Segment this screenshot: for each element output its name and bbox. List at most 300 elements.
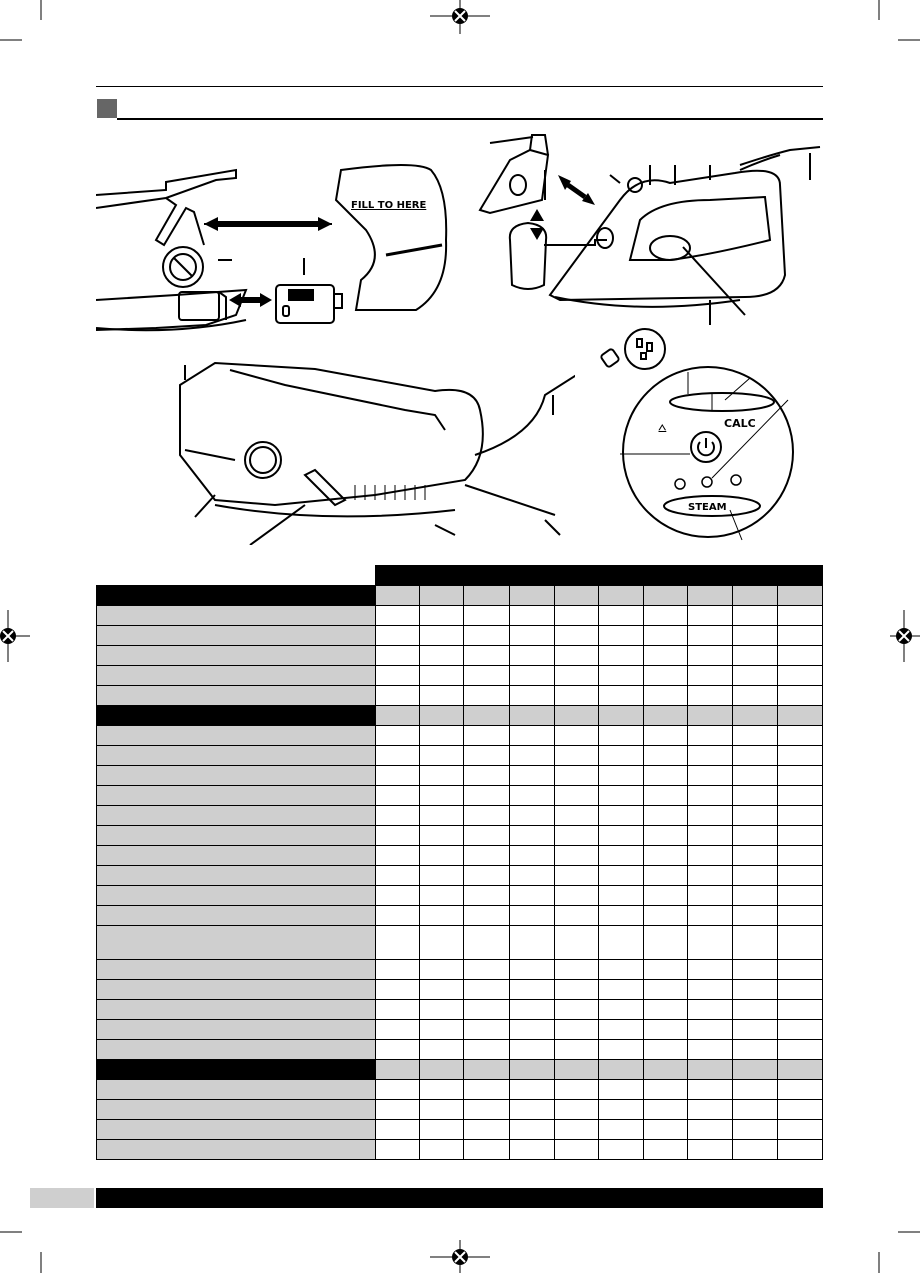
- table-cell: [732, 980, 777, 1000]
- table-cell: [420, 686, 464, 706]
- table-cell: [420, 1080, 464, 1100]
- table-cell: [598, 586, 643, 606]
- table-cell: [687, 980, 732, 1000]
- row-label: [97, 786, 376, 806]
- table-cell: [643, 686, 687, 706]
- row-label: [97, 626, 376, 646]
- table-cell: [464, 886, 509, 906]
- row-label: [97, 706, 376, 726]
- table-body: [97, 586, 823, 1160]
- table-cell: [509, 1100, 554, 1120]
- table-cell: [643, 1100, 687, 1120]
- table-cell: [643, 926, 687, 960]
- table-cell: [464, 726, 509, 746]
- table-cell: [777, 1100, 822, 1120]
- table-cell: [420, 1140, 464, 1160]
- table-cell: [420, 960, 464, 980]
- table-cell: [687, 766, 732, 786]
- table-cell: [376, 846, 420, 866]
- table-row: [97, 886, 823, 906]
- table-cell: [732, 1060, 777, 1080]
- table-cell: [376, 1100, 420, 1120]
- table-cell: [420, 1060, 464, 1080]
- table-cell: [509, 1120, 554, 1140]
- table-cell: [464, 786, 509, 806]
- table-cell: [554, 906, 598, 926]
- table-row: [97, 1000, 823, 1020]
- table-cell: [376, 646, 420, 666]
- table-cell: [687, 646, 732, 666]
- table-cell: [420, 626, 464, 646]
- table-cell: [598, 980, 643, 1000]
- table-cell: [420, 886, 464, 906]
- table-cell: [509, 960, 554, 980]
- table-cell: [420, 1040, 464, 1060]
- row-label: [97, 980, 376, 1000]
- title-underline: [117, 118, 823, 120]
- table-cell: [687, 586, 732, 606]
- table-cell: [420, 766, 464, 786]
- table-cell: [687, 806, 732, 826]
- table-cell: [643, 1060, 687, 1080]
- table-cell: [643, 1080, 687, 1100]
- table-row: [97, 606, 823, 626]
- tank-body: [336, 165, 446, 310]
- table-cell: [777, 826, 822, 846]
- table-cell: [464, 746, 509, 766]
- table-cell: [732, 1100, 777, 1120]
- table-cell: [376, 906, 420, 926]
- table-cell: [554, 686, 598, 706]
- table-cell: [554, 980, 598, 1000]
- table-cell: [777, 606, 822, 626]
- table-cell: [554, 626, 598, 646]
- table-cell: [643, 626, 687, 646]
- column-header: [420, 566, 464, 586]
- table-cell: [643, 886, 687, 906]
- table-cell: [554, 806, 598, 826]
- table-cell: [420, 746, 464, 766]
- table-cell: [464, 1100, 509, 1120]
- table-cell: [687, 886, 732, 906]
- table-cell: [598, 1020, 643, 1040]
- section-marker: [97, 99, 117, 118]
- table-cell: [376, 1060, 420, 1080]
- table-cell: [598, 626, 643, 646]
- table-cell: [509, 980, 554, 1000]
- table-row: [97, 1040, 823, 1060]
- table-cell: [777, 866, 822, 886]
- table-cell: [687, 1060, 732, 1080]
- table-cell: [598, 746, 643, 766]
- table-cell: [509, 926, 554, 960]
- table-cell: [777, 1140, 822, 1160]
- table-cell: [554, 1000, 598, 1020]
- table-row: [97, 806, 823, 826]
- table-cell: [732, 886, 777, 906]
- table-cell: [464, 686, 509, 706]
- table-cell: [687, 726, 732, 746]
- table-cell: [643, 786, 687, 806]
- table-cell: [509, 1080, 554, 1100]
- table-cell: [687, 846, 732, 866]
- table-cell: [777, 786, 822, 806]
- table-cell: [420, 806, 464, 826]
- fill-to-here-label: FILL TO HERE: [351, 200, 427, 211]
- table-cell: [643, 866, 687, 886]
- table-cell: [420, 1120, 464, 1140]
- table-cell: [554, 586, 598, 606]
- table-cell: [420, 706, 464, 726]
- table-cell: [509, 726, 554, 746]
- table-cell: [732, 1020, 777, 1040]
- table-cell: [598, 666, 643, 686]
- control-panel: [620, 360, 795, 545]
- table-row: [97, 926, 823, 960]
- row-label: [97, 906, 376, 926]
- table-cell: [464, 1040, 509, 1060]
- table-cell: [376, 586, 420, 606]
- table-cell: [777, 886, 822, 906]
- indicator-light: [675, 479, 685, 489]
- table-cell: [554, 726, 598, 746]
- table-cell: [509, 1020, 554, 1040]
- table-cell: [643, 726, 687, 746]
- table-cell: [376, 960, 420, 980]
- table-cell: [687, 1040, 732, 1060]
- row-label: [97, 926, 376, 960]
- indicator-light: [731, 475, 741, 485]
- table-cell: [509, 586, 554, 606]
- table-cell: [643, 1120, 687, 1140]
- table-cell: [554, 646, 598, 666]
- row-label: [97, 666, 376, 686]
- table-cell: [777, 1120, 822, 1140]
- table-cell: [420, 906, 464, 926]
- table-cell: [777, 1000, 822, 1020]
- table-cell: [598, 726, 643, 746]
- table-row: [97, 980, 823, 1000]
- table-cell: [777, 1080, 822, 1100]
- table-cell: [598, 1100, 643, 1120]
- descale-icon: ⩟: [658, 420, 667, 436]
- column-header: [376, 566, 420, 586]
- table-row: [97, 766, 823, 786]
- table-cell: [732, 866, 777, 886]
- table-cell: [509, 906, 554, 926]
- tank-detail-illustration: [96, 150, 456, 350]
- table-cell: [598, 1040, 643, 1060]
- table-cell: [376, 606, 420, 626]
- indicator-light: [702, 477, 712, 487]
- table-cell: [554, 1080, 598, 1100]
- table-cell: [732, 826, 777, 846]
- table-cell: [777, 746, 822, 766]
- table-cell: [687, 786, 732, 806]
- table-cell: [464, 626, 509, 646]
- row-label: [97, 866, 376, 886]
- table-row: [97, 866, 823, 886]
- table-cell: [732, 1000, 777, 1020]
- table-cell: [777, 926, 822, 960]
- table-cell: [509, 1140, 554, 1160]
- table-cell: [687, 1100, 732, 1120]
- table-cell: [554, 1020, 598, 1040]
- table-cell: [464, 706, 509, 726]
- table-cell: [464, 1020, 509, 1040]
- table-cell: [554, 786, 598, 806]
- table-cell: [732, 906, 777, 926]
- table-row: [97, 666, 823, 686]
- footer-bar: [96, 1188, 823, 1208]
- column-header: [687, 566, 732, 586]
- steam-label: STEAM: [688, 502, 727, 513]
- table-cell: [376, 1000, 420, 1020]
- table-cell: [376, 746, 420, 766]
- table-cell: [777, 1060, 822, 1080]
- table-cell: [732, 1080, 777, 1100]
- table-cell: [509, 806, 554, 826]
- table-cell: [554, 746, 598, 766]
- row-label: [97, 1120, 376, 1140]
- row-label: [97, 826, 376, 846]
- table-cell: [643, 586, 687, 606]
- table-cell: [509, 666, 554, 686]
- table-cell: [732, 786, 777, 806]
- table-cell: [777, 906, 822, 926]
- table-cell: [777, 766, 822, 786]
- table-cell: [420, 726, 464, 746]
- table-cell: [420, 826, 464, 846]
- row-label: [97, 586, 376, 606]
- row-label: [97, 766, 376, 786]
- table-cell: [643, 846, 687, 866]
- table-cell: [376, 806, 420, 826]
- table-cell: [420, 586, 464, 606]
- table-cell: [643, 960, 687, 980]
- table-cell: [509, 1060, 554, 1080]
- table-cell: [464, 926, 509, 960]
- table-cell: [732, 766, 777, 786]
- table-cell: [376, 686, 420, 706]
- section-header-row: [97, 706, 823, 726]
- table-cell: [598, 766, 643, 786]
- table-cell: [777, 1040, 822, 1060]
- table-cell: [643, 980, 687, 1000]
- table-cell: [464, 1120, 509, 1140]
- row-label: [97, 846, 376, 866]
- table-cell: [376, 706, 420, 726]
- table-cell: [598, 826, 643, 846]
- table-row: [97, 746, 823, 766]
- iron-illustration: [470, 125, 830, 330]
- row-label: [97, 1140, 376, 1160]
- table-cell: [643, 1020, 687, 1040]
- column-header: [777, 566, 822, 586]
- table-cell: [643, 606, 687, 626]
- column-header: [464, 566, 509, 586]
- table-cell: [509, 1000, 554, 1020]
- table-cell: [554, 1060, 598, 1080]
- row-label: [97, 806, 376, 826]
- column-header: [598, 566, 643, 586]
- table-cell: [777, 626, 822, 646]
- table-cell: [643, 1140, 687, 1160]
- table-cell: [643, 706, 687, 726]
- table-cell: [643, 746, 687, 766]
- row-label: [97, 1100, 376, 1120]
- table-cell: [376, 1080, 420, 1100]
- table-cell: [687, 926, 732, 960]
- table-cell: [554, 1100, 598, 1120]
- row-label: [97, 746, 376, 766]
- table-cell: [420, 1000, 464, 1020]
- table-cell: [732, 666, 777, 686]
- table-cell: [598, 686, 643, 706]
- table-cell: [732, 926, 777, 960]
- table-cell: [643, 826, 687, 846]
- table-cell: [376, 726, 420, 746]
- table-cell: [777, 706, 822, 726]
- table-cell: [554, 846, 598, 866]
- table-cell: [598, 646, 643, 666]
- table-cell: [777, 726, 822, 746]
- table-cell: [376, 626, 420, 646]
- calc-label: CALC: [724, 417, 756, 430]
- table-cell: [687, 626, 732, 646]
- table-cell: [687, 746, 732, 766]
- base-station-illustration: [175, 355, 575, 545]
- table-cell: [777, 806, 822, 826]
- table-cell: [464, 1080, 509, 1100]
- table-cell: [687, 1000, 732, 1020]
- table-cell: [464, 806, 509, 826]
- table-cell: [509, 706, 554, 726]
- column-header: [509, 566, 554, 586]
- table-cell: [509, 766, 554, 786]
- table-cell: [464, 646, 509, 666]
- table-row: [97, 1100, 823, 1120]
- table-cell: [598, 1140, 643, 1160]
- table-cell: [464, 826, 509, 846]
- table-cell: [376, 886, 420, 906]
- table-cell: [464, 606, 509, 626]
- table-cell: [687, 960, 732, 980]
- table-cell: [509, 646, 554, 666]
- table-cell: [598, 1120, 643, 1140]
- table-cell: [732, 586, 777, 606]
- table-cell: [554, 886, 598, 906]
- table-cell: [554, 926, 598, 960]
- table-cell: [464, 586, 509, 606]
- table-cell: [509, 1040, 554, 1060]
- table-cell: [554, 1140, 598, 1160]
- table-cell: [376, 980, 420, 1000]
- table-cell: [554, 666, 598, 686]
- table-row: [97, 626, 823, 646]
- table-cell: [464, 766, 509, 786]
- table-cell: [777, 646, 822, 666]
- table-cell: [376, 766, 420, 786]
- row-label: [97, 886, 376, 906]
- table-cell: [687, 1140, 732, 1160]
- table-cell: [643, 766, 687, 786]
- table-cell: [420, 666, 464, 686]
- table-cell: [598, 806, 643, 826]
- table-cell: [777, 666, 822, 686]
- table-cell: [777, 960, 822, 980]
- table-cell: [598, 786, 643, 806]
- footer-page-tab: [30, 1188, 94, 1208]
- table-cell: [643, 1000, 687, 1020]
- table-cell: [464, 866, 509, 886]
- table-cell: [687, 1120, 732, 1140]
- column-header: [554, 566, 598, 586]
- table-cell: [732, 726, 777, 746]
- table-row: [97, 1080, 823, 1100]
- table-cell: [464, 906, 509, 926]
- table-cell: [509, 886, 554, 906]
- table-cell: [509, 686, 554, 706]
- table-cell: [554, 1120, 598, 1140]
- section-header-row: [97, 586, 823, 606]
- table-cell: [598, 960, 643, 980]
- table-row: [97, 786, 823, 806]
- table-cell: [376, 866, 420, 886]
- table-cell: [464, 846, 509, 866]
- table-cell: [687, 1080, 732, 1100]
- table-cell: [598, 886, 643, 906]
- table-cell: [420, 786, 464, 806]
- table-cell: [554, 766, 598, 786]
- table-cell: [420, 926, 464, 960]
- table-cell: [420, 980, 464, 1000]
- table-cell: [509, 626, 554, 646]
- table-header-row: [97, 566, 823, 586]
- table-cell: [687, 666, 732, 686]
- table-cell: [643, 666, 687, 686]
- table-cell: [598, 906, 643, 926]
- table-cell: [732, 606, 777, 626]
- table-cell: [598, 706, 643, 726]
- table-cell: [777, 686, 822, 706]
- row-label: [97, 1000, 376, 1020]
- column-header: [732, 566, 777, 586]
- table-cell: [376, 786, 420, 806]
- table-cell: [687, 906, 732, 926]
- table-cell: [732, 706, 777, 726]
- table-cell: [420, 1020, 464, 1040]
- table-cell: [687, 826, 732, 846]
- row-label: [97, 606, 376, 626]
- row-label: [97, 1080, 376, 1100]
- table-cell: [376, 1140, 420, 1160]
- table-cell: [732, 626, 777, 646]
- row-label: [97, 726, 376, 746]
- table-cell: [509, 606, 554, 626]
- table-cell: [420, 846, 464, 866]
- table-cell: [732, 806, 777, 826]
- table-cell: [554, 866, 598, 886]
- column-header: [643, 566, 687, 586]
- table-cell: [643, 1040, 687, 1060]
- table-cell: [376, 1120, 420, 1140]
- table-cell: [732, 686, 777, 706]
- table-cell: [376, 926, 420, 960]
- table-cell: [598, 1080, 643, 1100]
- table-cell: [464, 1060, 509, 1080]
- table-cell: [643, 806, 687, 826]
